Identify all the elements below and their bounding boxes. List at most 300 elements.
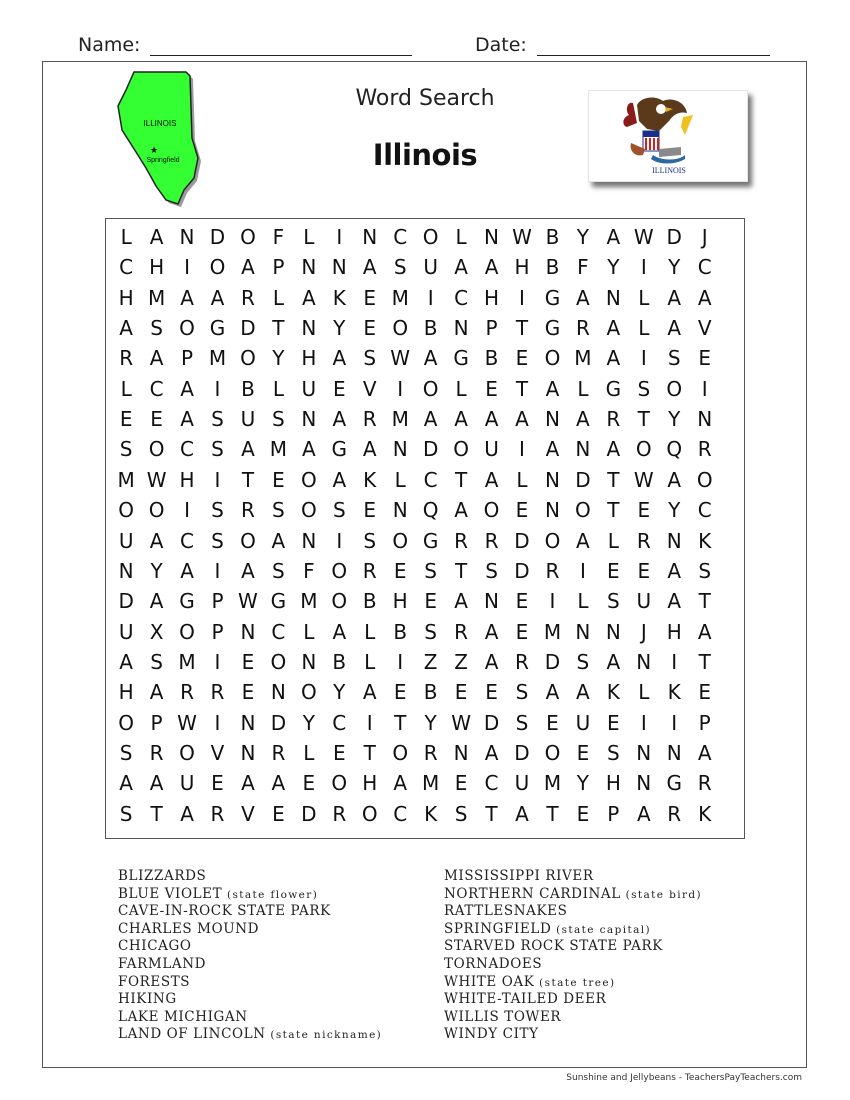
grid-letter[interactable]: N: [392, 437, 408, 462]
grid-letter[interactable]: P: [211, 589, 224, 614]
grid-letter[interactable]: S: [272, 498, 285, 523]
grid-letter[interactable]: A: [362, 680, 377, 705]
grid-letter[interactable]: U: [179, 771, 195, 796]
grid-letter[interactable]: U: [423, 255, 438, 280]
grid-letter[interactable]: M: [208, 346, 227, 371]
grid-letter[interactable]: M: [147, 285, 166, 310]
grid-letter[interactable]: D: [514, 740, 530, 765]
grid-letter[interactable]: L: [120, 225, 132, 249]
grid-letter[interactable]: A: [545, 376, 560, 401]
grid-letter[interactable]: P: [698, 710, 711, 735]
grid-letter[interactable]: A: [149, 589, 164, 614]
grid-letter[interactable]: S: [515, 680, 529, 705]
grid-letter[interactable]: N: [575, 437, 591, 462]
grid-letter[interactable]: T: [363, 740, 376, 765]
grid-letter[interactable]: O: [544, 740, 561, 765]
grid-letter[interactable]: S: [363, 346, 377, 371]
grid-letter[interactable]: E: [454, 771, 468, 796]
grid-letter[interactable]: A: [484, 619, 499, 644]
grid-letter[interactable]: E: [515, 346, 529, 371]
grid-letter[interactable]: K: [606, 680, 620, 705]
grid-letter[interactable]: W: [390, 346, 411, 371]
grid-letter[interactable]: R: [180, 680, 194, 705]
grid-letter[interactable]: E: [241, 649, 255, 674]
grid-letter[interactable]: T: [485, 801, 498, 826]
grid-letter[interactable]: A: [180, 558, 194, 583]
grid-letter[interactable]: A: [241, 437, 255, 462]
grid-letter[interactable]: I: [366, 710, 373, 735]
grid-letter[interactable]: H: [362, 771, 378, 796]
grid-letter[interactable]: A: [606, 437, 621, 462]
grid-letter[interactable]: W: [512, 225, 532, 249]
grid-letter[interactable]: D: [544, 649, 561, 674]
grid-letter[interactable]: A: [454, 255, 468, 280]
grid-letter[interactable]: I: [214, 558, 221, 583]
grid-letter[interactable]: R: [210, 801, 225, 826]
grid-letter[interactable]: S: [698, 558, 712, 583]
grid-letter[interactable]: A: [423, 407, 438, 432]
grid-letter[interactable]: A: [180, 801, 194, 826]
grid-letter[interactable]: O: [148, 498, 165, 523]
grid-letter[interactable]: F: [272, 225, 285, 249]
grid-letter[interactable]: S: [363, 528, 377, 553]
grid-letter[interactable]: E: [363, 498, 377, 523]
grid-letter[interactable]: O: [331, 589, 348, 614]
grid-letter[interactable]: X: [149, 619, 164, 644]
grid-letter[interactable]: N: [605, 285, 621, 310]
grid-letter[interactable]: A: [667, 316, 682, 341]
grid-letter[interactable]: E: [272, 801, 285, 826]
grid-letter[interactable]: N: [240, 710, 256, 735]
grid-letter[interactable]: A: [119, 316, 133, 341]
grid-letter[interactable]: R: [545, 558, 560, 583]
grid-letter[interactable]: Y: [607, 255, 620, 280]
grid-letter[interactable]: T: [546, 801, 559, 826]
grid-letter[interactable]: R: [697, 437, 712, 462]
grid-letter[interactable]: S: [454, 801, 468, 826]
grid-letter[interactable]: C: [180, 528, 195, 553]
grid-letter[interactable]: O: [179, 316, 195, 341]
grid-letter[interactable]: S: [485, 558, 498, 583]
grid-letter[interactable]: A: [576, 528, 590, 553]
grid-letter[interactable]: A: [301, 437, 316, 462]
grid-letter[interactable]: E: [241, 680, 255, 705]
grid-letter[interactable]: H: [118, 285, 134, 310]
grid-letter[interactable]: I: [214, 467, 221, 492]
grid-letter[interactable]: W: [451, 710, 471, 735]
grid-letter[interactable]: I: [701, 376, 708, 401]
grid-letter[interactable]: O: [575, 498, 591, 523]
grid-letter[interactable]: S: [272, 407, 285, 432]
grid-letter[interactable]: R: [240, 285, 255, 310]
grid-letter[interactable]: Y: [576, 225, 589, 249]
grid-letter[interactable]: E: [698, 346, 712, 371]
grid-letter[interactable]: A: [576, 407, 590, 432]
grid-letter[interactable]: I: [214, 649, 221, 674]
grid-letter[interactable]: A: [149, 346, 164, 371]
grid-letter[interactable]: E: [211, 771, 224, 796]
grid-letter[interactable]: L: [516, 467, 528, 492]
grid-letter[interactable]: W: [146, 467, 167, 492]
grid-letter[interactable]: L: [272, 285, 284, 310]
grid-letter[interactable]: I: [640, 255, 647, 280]
grid-letter[interactable]: Y: [576, 771, 589, 796]
grid-letter[interactable]: T: [607, 467, 620, 492]
grid-letter[interactable]: L: [120, 376, 132, 401]
grid-letter[interactable]: I: [336, 225, 343, 249]
grid-letter[interactable]: K: [363, 467, 377, 492]
grid-letter[interactable]: N: [392, 498, 408, 523]
grid-letter[interactable]: I: [579, 558, 586, 583]
grid-letter[interactable]: O: [361, 801, 378, 826]
grid-letter[interactable]: O: [453, 437, 469, 462]
grid-letter[interactable]: R: [606, 407, 621, 432]
grid-letter[interactable]: D: [514, 528, 530, 553]
grid-letter[interactable]: L: [577, 376, 589, 401]
grid-letter[interactable]: T: [607, 498, 620, 523]
grid-letter[interactable]: A: [210, 285, 225, 310]
grid-letter[interactable]: C: [697, 255, 712, 280]
grid-letter[interactable]: I: [214, 710, 221, 735]
grid-letter[interactable]: N: [301, 528, 317, 553]
grid-letter[interactable]: O: [666, 376, 683, 401]
grid-letter[interactable]: I: [397, 376, 404, 401]
grid-letter[interactable]: Y: [668, 255, 681, 280]
grid-letter[interactable]: A: [667, 558, 682, 583]
grid-letter[interactable]: E: [515, 619, 529, 644]
grid-letter[interactable]: S: [424, 619, 437, 644]
grid-letter[interactable]: A: [545, 437, 560, 462]
grid-letter[interactable]: T: [698, 589, 711, 614]
grid-letter[interactable]: A: [332, 407, 347, 432]
grid-letter[interactable]: N: [636, 771, 652, 796]
grid-letter[interactable]: A: [149, 680, 164, 705]
grid-letter[interactable]: L: [364, 649, 376, 674]
grid-letter[interactable]: A: [362, 255, 377, 280]
grid-letter[interactable]: L: [303, 740, 315, 765]
grid-letter[interactable]: A: [636, 801, 651, 826]
grid-letter[interactable]: K: [424, 801, 438, 826]
grid-letter[interactable]: N: [331, 255, 347, 280]
grid-letter[interactable]: A: [362, 437, 377, 462]
grid-letter[interactable]: O: [422, 376, 439, 401]
grid-letter[interactable]: R: [149, 740, 164, 765]
grid-letter[interactable]: A: [241, 771, 255, 796]
grid-letter[interactable]: L: [638, 316, 650, 341]
grid-letter[interactable]: Y: [302, 710, 315, 735]
grid-letter[interactable]: W: [238, 589, 258, 614]
grid-letter[interactable]: A: [301, 285, 316, 310]
grid-letter[interactable]: I: [519, 437, 525, 462]
grid-letter[interactable]: Z: [423, 649, 438, 674]
grid-letter[interactable]: Y: [668, 498, 681, 523]
grid-letter[interactable]: A: [241, 558, 255, 583]
grid-letter[interactable]: E: [363, 316, 377, 341]
grid-letter[interactable]: T: [272, 316, 285, 341]
grid-letter[interactable]: C: [180, 437, 195, 462]
grid-letter[interactable]: G: [331, 437, 348, 462]
grid-letter[interactable]: H: [118, 680, 134, 705]
grid-letter[interactable]: I: [184, 498, 190, 523]
grid-letter[interactable]: A: [149, 528, 164, 553]
grid-letter[interactable]: U: [301, 376, 317, 401]
grid-letter[interactable]: A: [484, 649, 499, 674]
grid-letter[interactable]: M: [543, 619, 562, 644]
grid-letter[interactable]: D: [301, 801, 317, 826]
grid-letter[interactable]: A: [515, 801, 529, 826]
grid-letter[interactable]: A: [332, 346, 347, 371]
grid-letter[interactable]: O: [118, 498, 135, 523]
grid-letter[interactable]: R: [210, 680, 225, 705]
grid-letter[interactable]: U: [575, 710, 591, 735]
grid-letter[interactable]: S: [211, 407, 224, 432]
grid-letter[interactable]: G: [179, 589, 195, 614]
grid-letter[interactable]: A: [576, 680, 590, 705]
grid-letter[interactable]: H: [666, 619, 682, 644]
grid-letter[interactable]: R: [667, 801, 682, 826]
grid-letter[interactable]: S: [211, 498, 224, 523]
grid-letter[interactable]: B: [545, 225, 560, 249]
grid-letter[interactable]: O: [300, 467, 317, 492]
grid-letter[interactable]: O: [179, 619, 195, 644]
grid-letter[interactable]: T: [637, 407, 650, 432]
grid-letter[interactable]: O: [240, 528, 256, 553]
grid-letter[interactable]: O: [209, 255, 226, 280]
grid-letter[interactable]: R: [240, 498, 255, 523]
grid-letter[interactable]: L: [303, 619, 315, 644]
grid-letter[interactable]: N: [666, 528, 682, 553]
grid-letter[interactable]: H: [301, 346, 317, 371]
grid-letter[interactable]: A: [271, 771, 286, 796]
grid-letter[interactable]: U: [118, 528, 134, 553]
grid-letter[interactable]: R: [575, 316, 590, 341]
grid-letter[interactable]: R: [119, 346, 134, 371]
grid-letter[interactable]: B: [423, 316, 438, 341]
grid-letter[interactable]: M: [117, 467, 135, 492]
grid-letter[interactable]: S: [272, 558, 285, 583]
grid-letter[interactable]: B: [332, 649, 347, 674]
grid-letter[interactable]: A: [393, 771, 408, 796]
grid-letter[interactable]: N: [636, 740, 652, 765]
grid-letter[interactable]: M: [422, 771, 440, 796]
grid-letter[interactable]: O: [544, 528, 561, 553]
grid-letter[interactable]: W: [633, 225, 654, 249]
grid-letter[interactable]: D: [270, 710, 287, 735]
grid-letter[interactable]: R: [636, 528, 651, 553]
grid-letter[interactable]: N: [301, 255, 317, 280]
grid-letter[interactable]: E: [576, 801, 590, 826]
grid-letter[interactable]: E: [119, 407, 133, 432]
grid-letter[interactable]: N: [270, 680, 286, 705]
grid-letter[interactable]: L: [394, 467, 406, 492]
grid-letter[interactable]: A: [332, 467, 347, 492]
grid-letter[interactable]: L: [455, 376, 467, 401]
grid-letter[interactable]: I: [640, 710, 647, 735]
grid-letter[interactable]: A: [180, 285, 194, 310]
grid-letter[interactable]: E: [332, 740, 346, 765]
grid-letter[interactable]: Y: [333, 316, 346, 341]
grid-letter[interactable]: N: [544, 407, 560, 432]
date-line[interactable]: [537, 37, 770, 56]
grid-letter[interactable]: A: [606, 346, 621, 371]
grid-letter[interactable]: O: [300, 680, 317, 705]
grid-letter[interactable]: E: [515, 589, 529, 614]
grid-letter[interactable]: K: [667, 680, 681, 705]
grid-letter[interactable]: A: [119, 771, 133, 796]
grid-letter[interactable]: O: [240, 225, 256, 249]
grid-letter[interactable]: M: [391, 285, 409, 310]
grid-letter[interactable]: A: [576, 285, 590, 310]
grid-letter[interactable]: A: [545, 680, 560, 705]
grid-letter[interactable]: N: [453, 316, 469, 341]
grid-letter[interactable]: M: [269, 437, 288, 462]
grid-letter[interactable]: R: [484, 528, 499, 553]
grid-letter[interactable]: T: [394, 710, 407, 735]
grid-letter[interactable]: N: [544, 467, 560, 492]
grid-letter[interactable]: R: [423, 740, 438, 765]
grid-letter[interactable]: R: [362, 558, 377, 583]
grid-letter[interactable]: E: [393, 558, 407, 583]
grid-letter[interactable]: O: [483, 498, 500, 523]
grid-letter[interactable]: E: [485, 376, 498, 401]
grid-letter[interactable]: O: [300, 498, 317, 523]
grid-letter[interactable]: E: [546, 710, 559, 735]
grid-letter[interactable]: I: [184, 255, 190, 280]
grid-letter[interactable]: N: [179, 225, 195, 249]
grid-letter[interactable]: C: [423, 467, 438, 492]
grid-letter[interactable]: A: [484, 740, 499, 765]
grid-letter[interactable]: S: [332, 498, 346, 523]
grid-letter[interactable]: A: [241, 255, 255, 280]
grid-letter[interactable]: S: [667, 346, 681, 371]
grid-letter[interactable]: I: [214, 376, 221, 401]
grid-letter[interactable]: E: [515, 498, 529, 523]
grid-letter[interactable]: N: [362, 225, 378, 249]
grid-letter[interactable]: T: [454, 558, 468, 583]
grid-letter[interactable]: O: [331, 771, 348, 796]
grid-letter[interactable]: I: [519, 285, 525, 310]
grid-letter[interactable]: Y: [424, 710, 437, 735]
grid-letter[interactable]: G: [270, 589, 287, 614]
grid-letter[interactable]: B: [241, 376, 255, 401]
grid-letter[interactable]: S: [424, 558, 437, 583]
grid-letter[interactable]: G: [544, 316, 561, 341]
grid-letter[interactable]: A: [697, 285, 712, 310]
grid-letter[interactable]: L: [303, 225, 315, 249]
grid-letter[interactable]: E: [272, 467, 285, 492]
grid-letter[interactable]: P: [211, 619, 224, 644]
grid-letter[interactable]: O: [331, 558, 348, 583]
grid-letter[interactable]: S: [211, 437, 224, 462]
grid-letter[interactable]: I: [640, 346, 647, 371]
grid-letter[interactable]: K: [698, 801, 712, 826]
grid-letter[interactable]: A: [667, 467, 682, 492]
grid-letter[interactable]: I: [397, 649, 404, 674]
grid-letter[interactable]: S: [606, 589, 620, 614]
grid-letter[interactable]: V: [697, 316, 712, 341]
grid-letter[interactable]: B: [393, 619, 408, 644]
grid-letter[interactable]: C: [393, 225, 408, 249]
grid-letter[interactable]: R: [515, 649, 529, 674]
grid-letter[interactable]: A: [149, 771, 164, 796]
grid-letter[interactable]: S: [576, 649, 590, 674]
grid-letter[interactable]: V: [241, 801, 255, 826]
grid-letter[interactable]: G: [666, 771, 682, 796]
grid-letter[interactable]: E: [637, 498, 651, 523]
grid-letter[interactable]: Q: [422, 498, 439, 523]
grid-letter[interactable]: A: [606, 225, 621, 249]
grid-letter[interactable]: S: [119, 740, 133, 765]
grid-letter[interactable]: A: [484, 467, 499, 492]
grid-letter[interactable]: G: [422, 528, 439, 553]
grid-letter[interactable]: A: [180, 407, 194, 432]
grid-letter[interactable]: O: [179, 740, 195, 765]
grid-letter[interactable]: A: [667, 285, 682, 310]
grid-letter[interactable]: S: [211, 528, 224, 553]
grid-letter[interactable]: M: [574, 346, 592, 371]
grid-letter[interactable]: I: [549, 589, 556, 614]
grid-letter[interactable]: O: [148, 437, 165, 462]
grid-letter[interactable]: N: [605, 619, 621, 644]
grid-letter[interactable]: N: [118, 558, 134, 583]
grid-letter[interactable]: A: [667, 589, 682, 614]
grid-letter[interactable]: U: [514, 771, 530, 796]
grid-letter[interactable]: N: [484, 589, 500, 614]
name-line[interactable]: [150, 37, 412, 56]
grid-letter[interactable]: O: [544, 346, 561, 371]
grid-letter[interactable]: Z: [454, 649, 468, 674]
grid-letter[interactable]: R: [362, 407, 377, 432]
grid-letter[interactable]: F: [303, 558, 315, 583]
grid-letter[interactable]: E: [698, 680, 712, 705]
grid-letter[interactable]: K: [332, 285, 346, 310]
grid-letter[interactable]: S: [606, 740, 620, 765]
grid-letter[interactable]: Y: [333, 680, 346, 705]
grid-letter[interactable]: A: [606, 649, 621, 674]
grid-letter[interactable]: A: [332, 619, 347, 644]
grid-letter[interactable]: S: [637, 376, 651, 401]
grid-letter[interactable]: P: [272, 255, 285, 280]
grid-letter[interactable]: E: [607, 558, 620, 583]
grid-letter[interactable]: G: [605, 376, 622, 401]
grid-letter[interactable]: N: [575, 619, 591, 644]
grid-letter[interactable]: S: [119, 801, 133, 826]
grid-letter[interactable]: T: [150, 801, 163, 826]
grid-letter[interactable]: D: [514, 558, 530, 583]
grid-letter[interactable]: A: [515, 407, 529, 432]
grid-letter[interactable]: S: [150, 649, 163, 674]
grid-letter[interactable]: U: [240, 407, 256, 432]
grid-letter[interactable]: A: [484, 407, 499, 432]
grid-letter[interactable]: L: [638, 680, 650, 705]
grid-letter[interactable]: L: [607, 528, 619, 553]
grid-letter[interactable]: T: [515, 316, 529, 341]
grid-letter[interactable]: O: [392, 740, 409, 765]
grid-letter[interactable]: Y: [668, 407, 681, 432]
grid-letter[interactable]: P: [150, 710, 163, 735]
grid-letter[interactable]: R: [454, 619, 469, 644]
grid-letter[interactable]: A: [119, 649, 133, 674]
grid-letter[interactable]: A: [423, 346, 438, 371]
grid-letter[interactable]: D: [422, 437, 439, 462]
grid-letter[interactable]: E: [485, 680, 498, 705]
grid-letter[interactable]: A: [454, 407, 468, 432]
grid-letter[interactable]: C: [484, 771, 499, 796]
grid-letter[interactable]: P: [607, 801, 620, 826]
grid-letter[interactable]: A: [454, 498, 468, 523]
grid-letter[interactable]: H: [514, 255, 530, 280]
grid-letter[interactable]: M: [178, 649, 196, 674]
